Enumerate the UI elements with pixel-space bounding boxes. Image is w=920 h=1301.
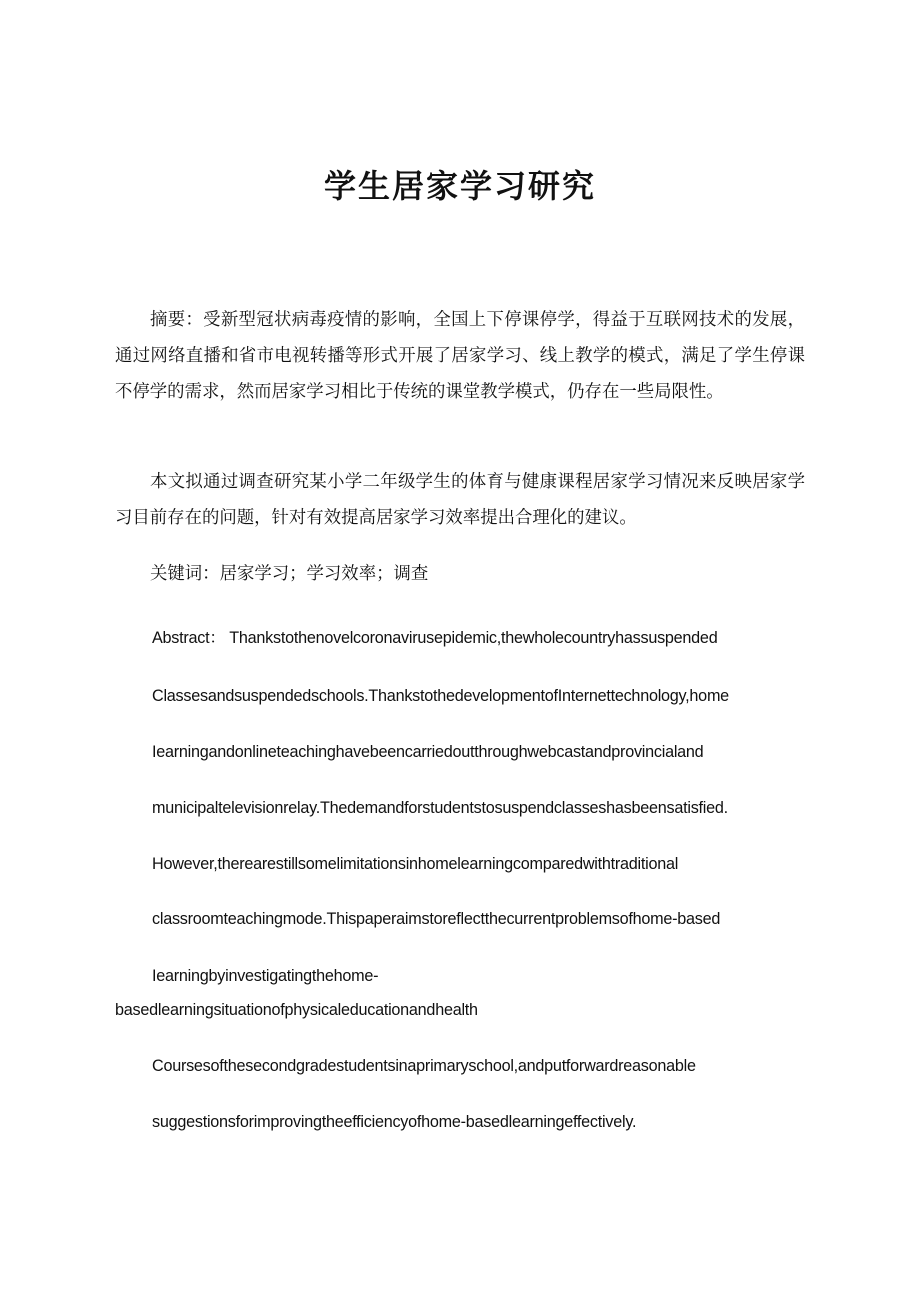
abstract-en-line: municipaltelevisionrelay.Thedemandforstudentstosuspendclasseshasbeensatisfied. — [152, 799, 728, 817]
abstract-en-line: However,therearestillsomelimitationsinhomelearningcomparedwithtraditional — [152, 855, 679, 873]
abstract-en-line: Coursesofthesecondgradestudentsinaprimaryschool,andputforwardreasonable — [152, 1057, 696, 1075]
abstract-en-line: suggestionsforimprovingtheefficiencyofhome-basedlearningeffectively. — [152, 1113, 637, 1131]
abstract-en-line: Abstract： Thankstothenovelcoronavirusepidemic,thewholecountryhassuspended — [152, 629, 718, 647]
abstract-en-line: basedlearningsituationofphysicaleducationandhealth — [115, 1001, 478, 1019]
abstract-en-line: Iearningbyinvestigatingthehome- — [152, 967, 379, 985]
abstract-en-line: Iearningandonlineteachinghavebeencarriedoutthroughwebcastandprovincialand — [152, 743, 704, 761]
document-title: 学生居家学习研究 — [323, 167, 596, 205]
abstract-cn-paragraph: 摘要：受新型冠状病毒疫情的影响，全国上下停课停学，得益于互联网技术的发展，通过网络直播和省市电视转播等形式开展了居家学习、线上教学的模式，满足了学生停课不停学的需求，然而居家学习相比于传统的课堂教学模式，仍存在一些局限性。 — [115, 310, 805, 402]
intro-paragraph: 本文拟通过调查研究某小学二年级学生的体育与健康课程居家学习情况来反映居家学习目前存在的问题，针对有效提高居家学习效率提出合理化的建议。 — [115, 472, 805, 528]
keywords-line: 关键词：居家学习；学习效率；调查 — [150, 564, 429, 584]
abstract-en-line: Classesandsuspendedschools.ThankstothedevelopmentofInternettechnology,home — [152, 687, 729, 705]
abstract-en-line: classroomteachingmode.Thispaperaimstoreflectthecurrentproblemsofhome-based — [152, 910, 721, 928]
